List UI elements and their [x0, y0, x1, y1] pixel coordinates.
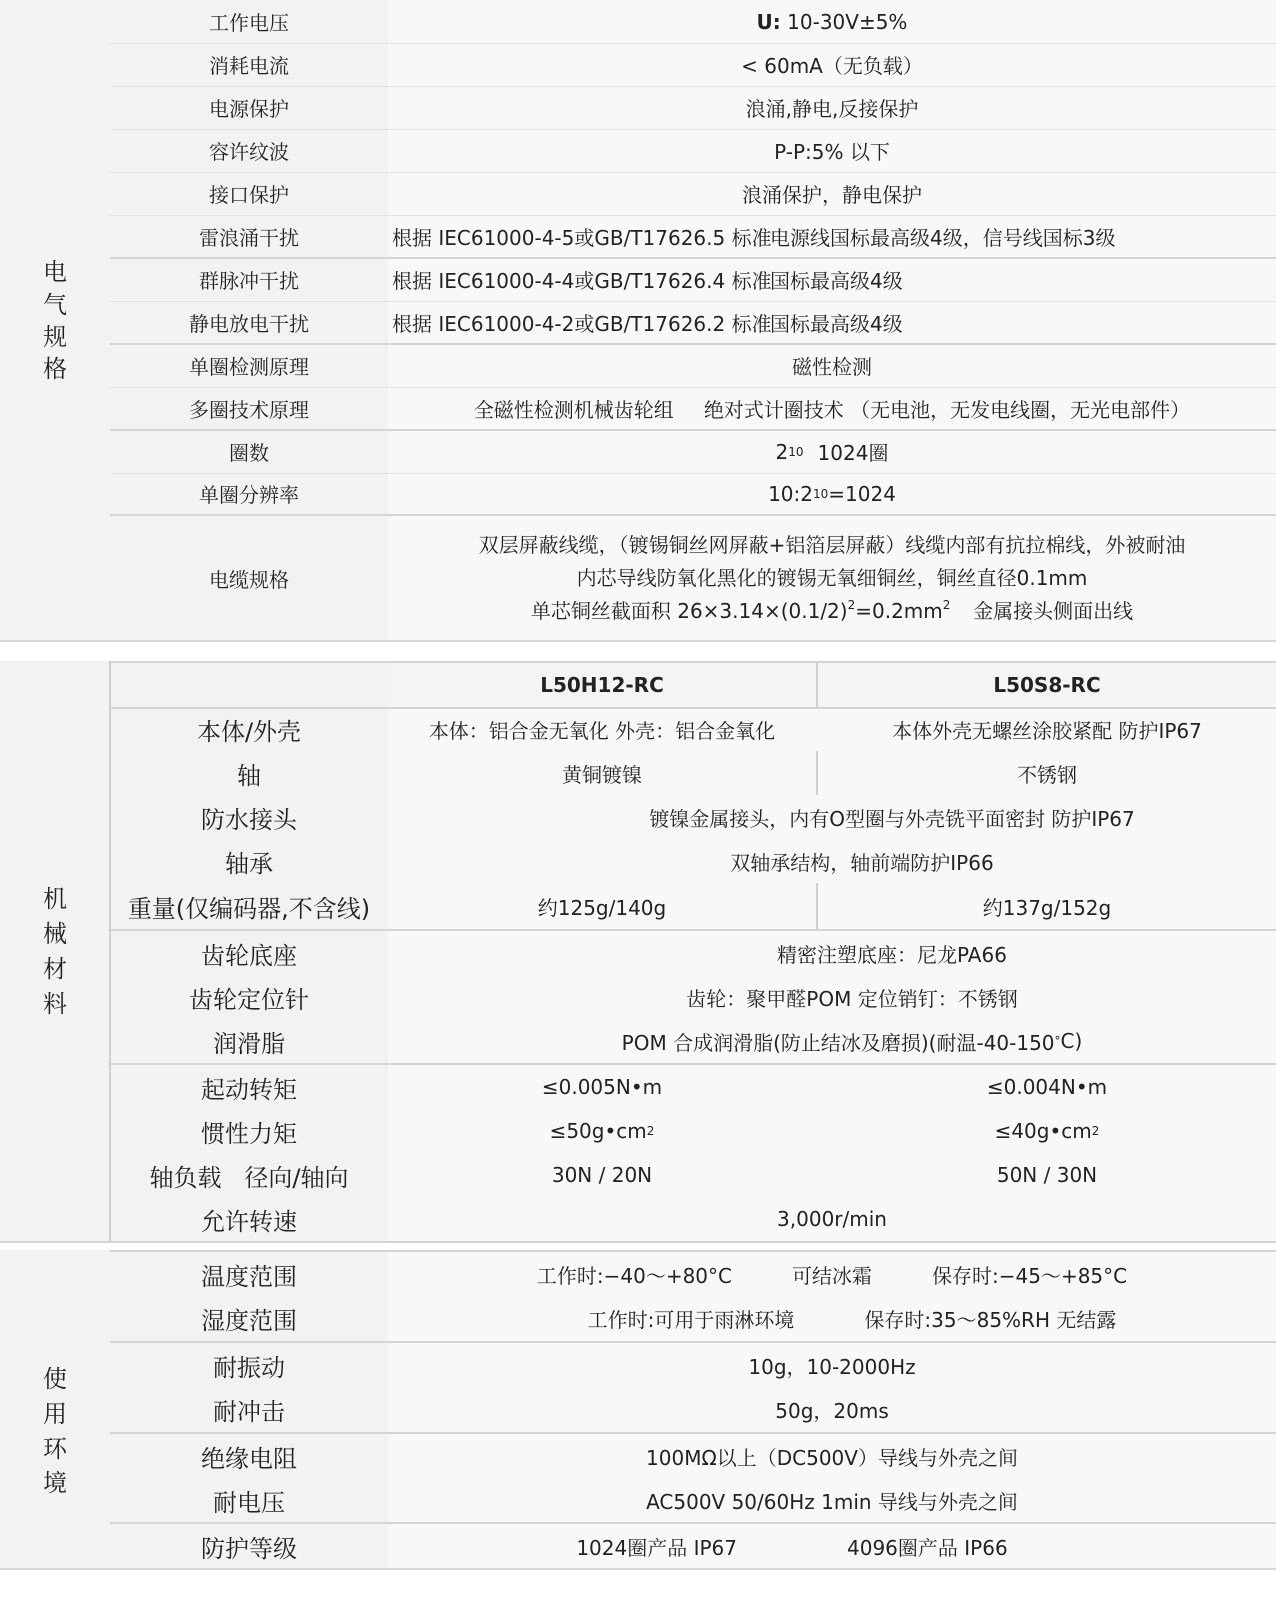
burst-standard: 根据 IEC61000-4-4或GB/T17626.4 标准: [392, 269, 772, 293]
electrical-section-title: 电气规格: [43, 258, 67, 384]
row-burst: [110, 258, 1276, 301]
row-label: 单圈分辨率: [110, 473, 388, 514]
humidity-work: 工作时:可用于雨淋环境: [587, 1308, 795, 1332]
body-right: 本体外壳无螺丝涂胶紧配 防护IP67: [892, 718, 1202, 743]
row-label: 本体/外壳: [110, 707, 388, 751]
row-label: 齿轮定位针: [110, 975, 388, 1019]
row-value: [388, 514, 1276, 642]
row-label: 允许转速: [110, 1197, 388, 1241]
row-label: 多圈技术原理: [110, 387, 388, 430]
row-temperature: [110, 1252, 1276, 1296]
row-label: 耐电压: [110, 1478, 388, 1522]
row-label: 重量(仅编码器,不含线): [110, 883, 388, 929]
voltage-prefix: U:: [756, 9, 781, 34]
model-1-label: L50H12-RC: [540, 673, 664, 697]
row-label: 静电放电干扰: [110, 301, 388, 344]
turns-rest: 1024圈: [817, 441, 889, 465]
protection-1024: 1024圈产品 IP67: [576, 1535, 737, 1560]
esd-standard: 根据 IEC61000-4-2或GB/T17626.2 标准: [392, 312, 772, 336]
row-value: 10:2 10 =1024: [388, 473, 1276, 514]
electrical-section: [0, 0, 1276, 642]
row-label: 接口保护: [110, 172, 388, 215]
temperature-frost: 可结冰霜: [792, 1263, 872, 1288]
shaft-left: 黄铜镀镍: [562, 762, 642, 787]
inertia-right-value: ≤40g•cm: [994, 1119, 1092, 1143]
row-label: 惯性力矩: [110, 1109, 388, 1153]
row-bearing: [110, 839, 1276, 883]
environment-section-title: 使用环境: [43, 1364, 67, 1498]
row-resolution: [110, 473, 1276, 514]
cable-line-1: 双层屏蔽线缆，（镀锡铜丝网屏蔽+铝箔层屏蔽）线缆内部有抗拉棉线，外被耐油: [478, 532, 1186, 557]
electrical-section-label: [0, 0, 110, 642]
row-value: 3,000r/min: [388, 1197, 1276, 1241]
row-load: [110, 1153, 1276, 1197]
shaft-right: 不锈钢: [1017, 762, 1077, 787]
row-humidity: [110, 1296, 1276, 1341]
esd-level: 国标最高级4级: [770, 312, 903, 336]
resolution-post: =1024: [828, 481, 896, 506]
row-multi-principle: [110, 387, 1276, 430]
header-models: [388, 663, 1276, 707]
row-value: [388, 751, 1276, 795]
cable-line-3-b: =0.2mm: [855, 598, 943, 623]
row-vibration: [110, 1343, 1276, 1387]
row-label: 防护等级: [110, 1524, 388, 1568]
cable-line-3-exp2: 2: [942, 597, 951, 612]
row-label: 电缆规格: [110, 514, 388, 642]
row-value: [388, 1153, 1276, 1197]
row-value: 镀镍金属接头，内有O型圈与外壳铣平面密封 防护IP67: [388, 795, 1276, 839]
row-value: [388, 215, 1276, 258]
temperature-work: 工作时:−40～+80°C: [536, 1263, 732, 1288]
row-surge: [110, 215, 1276, 258]
row-label: 湿度范围: [110, 1296, 388, 1341]
row-label: 群脉冲干扰: [110, 258, 388, 301]
multi-principle-a: 全磁性检测机械齿轮组: [473, 398, 674, 422]
row-value: 齿轮：聚甲醛POM 定位销钉：不锈钢: [388, 975, 1276, 1019]
torque-right: ≤0.004N•m: [986, 1075, 1108, 1099]
torque-left: ≤0.005N•m: [541, 1075, 663, 1099]
row-value: [388, 1109, 1276, 1153]
row-label: 圈数: [110, 430, 388, 473]
row-value: 浪涌,静电,反接保护: [388, 86, 1276, 129]
row-current: [110, 43, 1276, 86]
row-speed: [110, 1197, 1276, 1241]
row-value: [388, 387, 1276, 430]
row-single-principle: [110, 344, 1276, 387]
row-label: 轴负载 径向/轴向: [110, 1153, 388, 1197]
row-withstand: [110, 1478, 1276, 1522]
row-ripple: [110, 129, 1276, 172]
row-value: [388, 883, 1276, 929]
mechanical-section-title: 机械材料: [43, 885, 67, 1018]
row-label: 起动转矩: [110, 1065, 388, 1109]
cable-line-3-exp1: 2: [847, 597, 856, 612]
row-value: 浪涌保护，静电保护: [388, 172, 1276, 215]
humidity-store: 保存时:35～85%RH 无结露: [864, 1308, 1117, 1332]
row-grease: [110, 1019, 1276, 1063]
row-label: 电源保护: [110, 86, 388, 129]
row-value: [388, 1252, 1276, 1296]
environment-section-label: [0, 1250, 110, 1613]
row-insulation: [110, 1434, 1276, 1478]
row-value: [388, 258, 1276, 301]
row-gear-base: [110, 931, 1276, 975]
row-value: 10g，10-2000Hz: [388, 1343, 1276, 1387]
cable-line-3-c: 金属接头侧面出线: [973, 598, 1134, 623]
row-label: 轴承: [110, 839, 388, 883]
row-value: [388, 301, 1276, 344]
row-label: 温度范围: [110, 1252, 388, 1296]
row-inertia: [110, 1109, 1276, 1153]
load-right: 50N / 30N: [996, 1163, 1098, 1187]
surge-level: 电源线国标最高级4级，信号线国标3级: [770, 226, 1116, 250]
row-value: [388, 1065, 1276, 1109]
header-blank: [110, 663, 388, 707]
row-gear-pin: [110, 975, 1276, 1019]
grease-b: C): [1060, 1029, 1083, 1053]
row-value: < 60mA（无负载）: [388, 43, 1276, 86]
row-label: 消耗电流: [110, 43, 388, 86]
row-value: 磁性检测: [388, 344, 1276, 387]
row-value: [388, 707, 1276, 751]
cable-line-2: 内芯导线防氧化黑化的镀锡无氧细铜丝，铜丝直径0.1mm: [576, 565, 1088, 590]
row-body: [110, 707, 1276, 751]
model-2: [818, 663, 1276, 707]
row-value: 100MΩ以上（DC500V）导线与外壳之间: [388, 1434, 1276, 1478]
burst-level: 国标最高级4级: [770, 269, 903, 293]
row-label: 耐振动: [110, 1343, 388, 1387]
inertia-left: ≤50g•cm 2: [549, 1119, 655, 1143]
multi-principle-b: 绝对式计圈技术 （无电池，无发电线圈，无光电部件）: [703, 398, 1191, 422]
row-label: 绝缘电阻: [110, 1434, 388, 1478]
row-cable: [110, 514, 1276, 642]
model-header-row: [110, 663, 1276, 707]
cable-line-3-a: 单芯铜丝截面积 26×3.14×(0.1/2): [530, 598, 848, 623]
row-shock: [110, 1387, 1276, 1432]
row-value: [388, 1296, 1276, 1341]
row-value: [388, 1524, 1276, 1568]
row-weight: [110, 883, 1276, 929]
row-power-protect: [110, 86, 1276, 129]
model-2-label: L50S8-RC: [993, 673, 1101, 697]
load-left: 30N / 20N: [551, 1163, 653, 1187]
row-label: 齿轮底座: [110, 931, 388, 975]
protection-4096: 4096圈产品 IP66: [847, 1535, 1008, 1560]
row-value: 50g，20ms: [388, 1387, 1276, 1432]
row-esd: [110, 301, 1276, 344]
model-1: [388, 663, 816, 707]
row-value: 2 10 1024圈: [388, 430, 1276, 473]
row-value: 双轴承结构，轴前端防护IP66: [388, 839, 1276, 883]
row-interface-protect: [110, 172, 1276, 215]
row-label: 雷浪涌干扰: [110, 215, 388, 258]
environment-section: [0, 1250, 1276, 1613]
resolution-pre: 10:2: [768, 481, 813, 506]
turns-base: 2: [775, 439, 789, 464]
weight-left: 约125g/140g: [537, 895, 667, 920]
row-label: 轴: [110, 751, 388, 795]
row-value: P-P:5% 以下: [388, 129, 1276, 172]
row-label: 防水接头: [110, 795, 388, 839]
row-torque: [110, 1065, 1276, 1109]
row-value: 精密注塑底座：尼龙PA66: [388, 931, 1276, 975]
row-turns: [110, 430, 1276, 473]
body-left: 本体：铝合金无氧化 外壳：铝合金氧化: [428, 718, 776, 743]
surge-standard: 根据 IEC61000-4-5或GB/T17626.5 标准: [392, 226, 772, 250]
row-voltage: [110, 0, 1276, 43]
row-protection: [110, 1524, 1276, 1568]
grease-a: POM 合成润滑脂(防止结冰及磨损)(耐温-40-150: [621, 1030, 1055, 1055]
temperature-store: 保存时:−45～+85°C: [932, 1263, 1128, 1288]
row-value: POM 合成润滑脂(防止结冰及磨损)(耐温-40-150 ° C): [388, 1019, 1276, 1063]
row-label: 耐冲击: [110, 1387, 388, 1432]
row-label: 容许纹波: [110, 129, 388, 172]
mechanical-section-label: [0, 661, 110, 1243]
row-value: AC500V 50/60Hz 1min 导线与外壳之间: [388, 1478, 1276, 1522]
voltage-value: 10-30V±5%: [787, 9, 908, 34]
inertia-left-value: ≤50g•cm: [549, 1119, 647, 1143]
row-label: 工作电压: [110, 0, 388, 43]
row-label: 润滑脂: [110, 1019, 388, 1063]
row-shaft: [110, 751, 1276, 795]
row-connector: [110, 795, 1276, 839]
row-value: [388, 0, 1276, 43]
mechanical-section: [0, 661, 1276, 1243]
weight-right: 约137g/152g: [982, 895, 1112, 920]
row-label: 单圈检测原理: [110, 344, 388, 387]
inertia-right: ≤40g•cm 2: [994, 1119, 1100, 1143]
cable-line-3: [531, 595, 1133, 628]
